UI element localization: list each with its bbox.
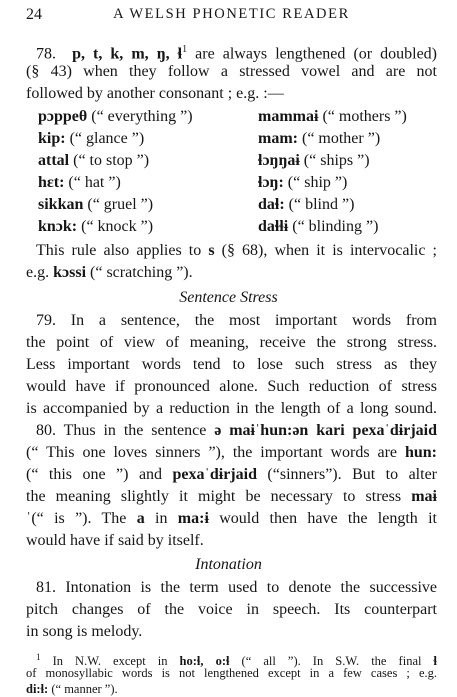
example-item: pɔppeθ (“ everything ”) [38,108,193,125]
p79-line: would have if pronounced alone. Such reduction of stress [26,378,437,395]
p80-line-1: 80. Thus in the sentence ə maɨˈhun:ən kari pexaˈdɨrjaid [36,422,437,439]
p80-line-6: would have if said by itself. [26,532,204,549]
p81-line: in song is melody. [26,623,143,640]
running-header [26,6,437,28]
example-item: daɬɬɨ (“ blinding ”) [258,218,379,235]
p79-line: is accompanied by a reduction in the length of a long sound. [26,400,437,417]
example-item: ɬɔŋŋaɨ (“ ships ”) [258,152,370,169]
p78-line-1: 78. p, t, k, m, ŋ, ɬ$^1$ are always lengthened (or doubled) [36,44,438,63]
example-item: mammaɨ (“ mothers ”) [258,108,407,125]
example-item: hɛt: (“ hat ”) [38,174,121,191]
example-item: ɬɔŋ: (“ ship ”) [258,174,348,191]
p78-rule-line-1: This rule also applies to s (§ 68), when it is intervocalic ; [36,242,438,259]
p80-line-2: (“ This one loves sinners ”), the important words are hun: [26,444,437,461]
p78-line-3: followed by another consonant ; e.g. :— [26,85,284,102]
p79-line: the point of view of meaning, receive the strong stress. [26,334,437,351]
p80-line-3: (“ this one ”) and pexaˈdɨrjaid (“sinners”). But to alter [26,466,438,483]
running-title: A WELSH PHONETIC READER [113,6,350,22]
p81-line: 81. Intonation is the term used to denote the successive [36,579,437,596]
example-item: knɔk: (“ knock ”) [38,218,154,235]
example-item: attal (“ to stop ”) [38,152,150,169]
p78-line-2: (§ 43) when they follow a stressed vowel and are not [26,63,437,80]
example-item: kip: (“ glance ”) [38,130,145,147]
p78-rule-line-2: e.g. kɔssi (“ scratching ”). [26,264,193,281]
footnote-ref: 1 [182,44,188,55]
p80-line-5: ˈ(“ is ”). The a in ma:ɨ would then have the length it [26,510,437,527]
p80-line-4: the meaning slightly it might be necessary to stress maɨ [26,488,437,505]
p78-symbols: p, t, k, m, ŋ, ɬ [72,45,183,63]
p79-line: Less important words tend to lose such stress as they [26,356,437,373]
example-item: sikkan (“ gruel ”) [38,196,154,213]
footnote-line-2: of monosyllabic words is not lengthened except in a few cases ; e.g. [26,666,437,680]
page-number: 24 [26,6,42,23]
example-item: daɬ: (“ blind ”) [258,196,355,213]
footnote-line-3: di:ɬ: (“ manner ”). [26,682,118,696]
footnote-line-1: $^1$ In N.W. except in ho:ɬ, o:ɬ (“ all ”). In S.W. the final ɬ [36,652,438,669]
example-item: mam: (“ mother ”) [258,130,381,147]
section-heading-sentence-stress: Sentence Stress [179,289,278,306]
section-heading-intonation: Intonation [195,556,262,573]
p81-line: pitch changes of the voice in speech. Its counterpart [26,601,437,618]
p79-line: 79. In a sentence, the most important words from [36,312,437,329]
p78-number: 78. [36,45,56,63]
